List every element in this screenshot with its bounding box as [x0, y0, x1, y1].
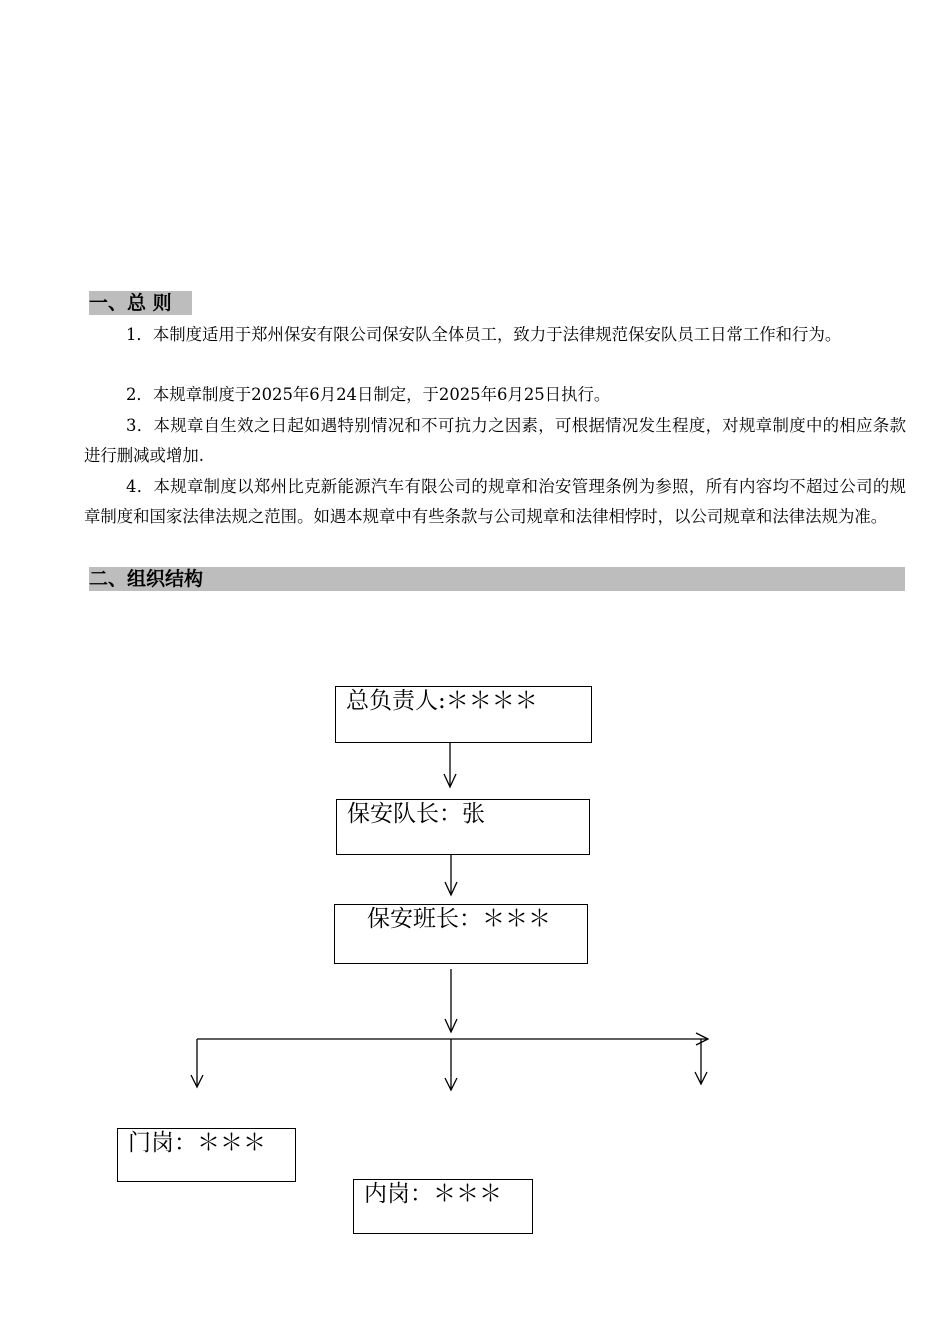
org-node-captain-label: 保安队长：张 — [347, 801, 485, 827]
rule-item-2: 2．本规章制度于2025年6月24日制定，于2025年6月25日执行。 — [126, 385, 611, 404]
org-node-gate-post-label: 门岗：＊＊＊ — [128, 1130, 266, 1156]
org-node-head — [335, 686, 592, 743]
org-node-squad-leader-label: 保安班长：＊＊＊ — [367, 906, 551, 932]
org-node-head-label: 总负责人:＊＊＊＊ — [346, 688, 538, 714]
org-node-squad-leader — [334, 904, 588, 964]
org-node-captain — [336, 799, 590, 855]
org-node-inner-post-label: 内岗：＊＊＊ — [364, 1181, 502, 1207]
rule-item-3: 3．本规章自生效之日起如遇特别情况和不可抗力之因素，可根据情况发生程度，对规章制度中的相应条款进行删减或增加. — [84, 416, 906, 465]
section-heading-general: 一、总 则 — [89, 291, 192, 315]
org-node-inner-post — [353, 1179, 533, 1234]
section-heading-organization: 二、组织结构 — [89, 567, 905, 591]
rule-item-1: 1．本制度适用于郑州保安有限公司保安队全体员工，致力于法律规范保安队员工日常工作和行为。 — [126, 325, 842, 344]
rule-item-4: 4．本规章制度以郑州比克新能源汽车有限公司的规章和治安管理条例为参照，所有内容均不超过公司的规章制度和国家法律法规之范围。如遇本规章中有些条款与公司规章和法律相悖时，以公司规章和法律法规为准。 — [84, 477, 906, 526]
org-node-gate-post — [117, 1128, 296, 1182]
